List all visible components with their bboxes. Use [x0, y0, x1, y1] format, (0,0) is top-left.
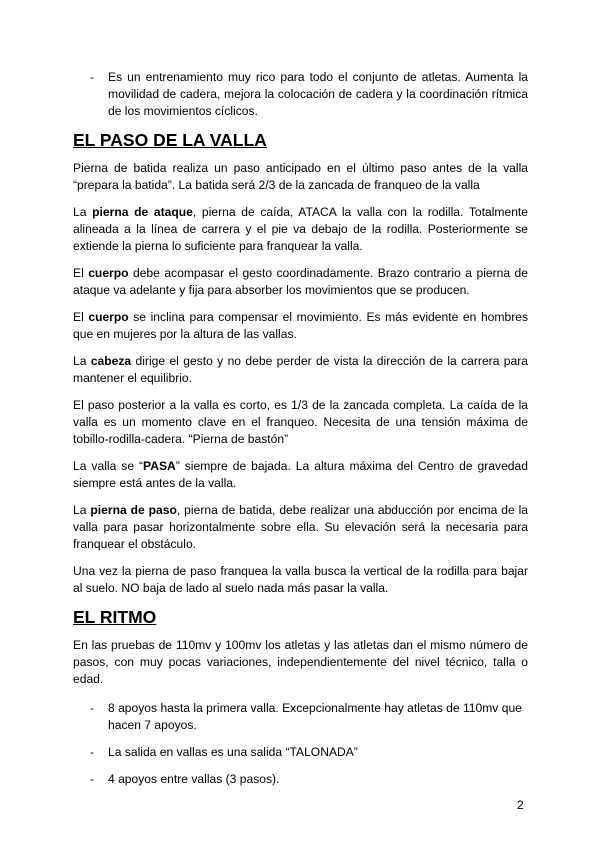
text-run: La — [73, 354, 91, 368]
bullet-dash: - — [90, 745, 95, 759]
text-run: , pierna de batida, debe realizar una abducción por encima de la valla para pasar horizontalmente sobre ella. Su elevación será la necesaria para franquear el obstáculo. — [73, 503, 529, 551]
text-run: ” siempre de bajada. La altura máxima del Centro de gravedad siempre está antes de la valla. — [73, 459, 528, 490]
page-content — [73, 69, 528, 788]
bullet-dash: - — [90, 70, 95, 84]
paragraph: Una vez la pierna de paso franquea la valla busca la vertical de la rodilla para bajar al suelo. NO baja de lado al suelo nada más pasar la valla. — [73, 564, 528, 595]
paragraph — [73, 309, 528, 343]
bold-term: cabeza — [90, 354, 132, 368]
paragraph — [73, 502, 528, 553]
bullet-dash: - — [90, 701, 95, 715]
text-run: El — [73, 310, 89, 324]
paragraph: El paso posterior a la valla es corto, es 1/3 de la zancada completa. La caída de la valla es un momento clave en el franqueo. Necesita de una tensión máxima de tobillo-rodilla-cadera. “Pierna de bastón” — [73, 398, 528, 446]
paragraph — [73, 458, 528, 492]
paragraph — [73, 265, 528, 299]
paragraph: Pierna de batida realiza un paso anticipado en el último paso antes de la valla “prepara la batida”. La batida será 2/3 de la zancada de franqueo de la valla — [73, 161, 528, 192]
section-heading-paso-valla: EL PASO DE LA VALLA — [73, 130, 267, 150]
list-item — [73, 771, 528, 788]
text-run: La valla se “ — [73, 459, 144, 473]
text-run: debe acompasar el gesto coordinadamente. Brazo contrario a pierna de ataque va adelante y fija para absorber los movimientos que se producen. — [73, 266, 528, 297]
paragraph — [73, 353, 528, 387]
bold-term: cuerpo — [88, 310, 129, 324]
page-number: 2 — [517, 798, 524, 812]
list-item — [73, 744, 528, 761]
bold-term: PASA — [143, 459, 176, 473]
list-item-text: 8 apoyos hasta la primera valla. Excepcionalmente hay atletas de 110mv que hacen 7 apoyos. — [108, 701, 522, 732]
list-item-text: Es un entrenamiento muy rico para todo el conjunto de atletas. Aumenta la movilidad de cadera, mejora la colocación de cadera y la coordinación rítmica de los movimientos cíclicos. — [108, 70, 528, 118]
text-run: , pierna de caída, ATACA la valla con la rodilla. Totalmente alineada a la línea de carrera y el pie va debajo de la rodilla. Posteriormente se extiende la pierna lo suficiente para franquear la valla. — [73, 205, 529, 253]
text-run: El — [73, 266, 89, 280]
list-item — [73, 69, 528, 120]
list-item-text: 4 apoyos entre vallas (3 pasos). — [108, 772, 280, 786]
list-item — [73, 700, 528, 734]
bold-term: cuerpo — [88, 266, 129, 280]
list-item-text: La salida en vallas es una salida “TALONADA” — [108, 745, 358, 759]
text-run: La — [73, 503, 91, 517]
paragraph — [73, 204, 528, 255]
text-run: La — [73, 205, 93, 219]
paragraph: En las pruebas de 110mv y 100mv los atletas y las atletas dan el mismo número de pasos, con muy pocas variaciones, independientemente del nivel técnico, talla o edad. — [73, 638, 528, 686]
bullet-dash: - — [90, 772, 95, 786]
section-heading-ritmo: EL RITMO — [73, 607, 157, 627]
bold-term: pierna de paso — [90, 503, 177, 517]
text-run: se inclina para compensar el movimiento. Es más evidente en hombres que en mujeres por la altura de las vallas. — [73, 310, 528, 341]
text-run: dirige el gesto y no debe perder de vista la dirección de la carrera para mantener el equilibrio. — [73, 354, 528, 385]
bold-term: pierna de ataque — [92, 205, 193, 219]
